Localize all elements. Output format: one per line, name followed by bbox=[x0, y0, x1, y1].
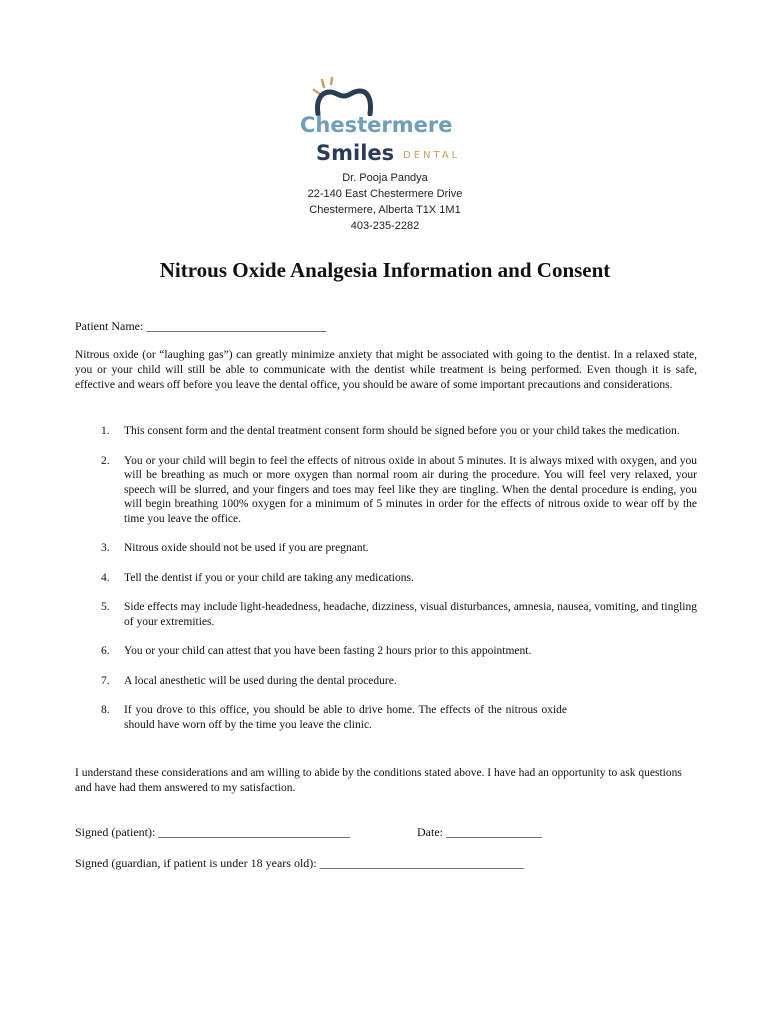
list-item: 6. You or your child can attest that you have been fasting 2 hours prior to this appointment. bbox=[101, 645, 532, 657]
guardian-signature-field[interactable]: Signed (guardian, if patient is under 18 years old): __________________________________ bbox=[75, 856, 524, 870]
list-item: 7. A local anesthetic will be used during the dental procedure. bbox=[101, 674, 397, 687]
doctor-name: Dr. Pooja Pandya bbox=[342, 172, 428, 184]
patient-signature-field[interactable]: Signed (patient): ________________________________ bbox=[75, 825, 351, 839]
list-item: 2. You or your child will begin to feel the effects of nitrous oxide in about 5 minutes. It is always mixed with oxygen, and you will be breathing as much or more oxygen than normal room air during the procedure. You will feel very relaxed, your speech will be slurred, and your fingers and toes may feel like they are tingling. When the dental procedure is ending, you will begin breathing 100% oxygen for a minimum of 5 minutes in order for the effects of nitrous oxide to wear off by the time you leave the office. bbox=[101, 454, 697, 525]
patient-name-field[interactable]: Patient Name: ______________________________ bbox=[75, 319, 327, 333]
logo-line-2: Smiles bbox=[316, 141, 395, 165]
list-item: 5. Side effects may include light-headedness, headache, dizziness, visual disturbances, amnesia, nausea, vomiting, and tingling of your extremities. bbox=[101, 601, 697, 628]
clinic-address bbox=[0, 170, 770, 234]
list-item: 1. This consent form and the dental treatment consent form should be signed before you or your child takes the medication. bbox=[101, 425, 680, 437]
list-item: 4. Tell the dentist if you or your child are taking any medications. bbox=[101, 571, 414, 584]
city-address: Chestermere, Alberta T1X 1M1 bbox=[309, 204, 461, 216]
date-field[interactable]: Date: ________________ bbox=[417, 825, 542, 839]
page-title: Nitrous Oxide Analgesia Information and Consent bbox=[159, 258, 611, 282]
agreement-paragraph: I understand these considerations and am willing to abide by the conditions stated above. I have had an opportunity to ask questions and have had them answered to my satisfaction. bbox=[75, 767, 682, 794]
list-item: 3. Nitrous oxide should not be used if you are pregnant. bbox=[101, 542, 369, 554]
street-address: 22-140 East Chestermere Drive bbox=[307, 188, 463, 200]
considerations-list bbox=[75, 424, 697, 747]
phone-number: 403-235-2282 bbox=[350, 220, 420, 232]
logo-line-1: Chestermere bbox=[300, 113, 453, 137]
logo-line-3: DENTAL bbox=[403, 150, 461, 161]
intro-paragraph: Nitrous oxide (or “laughing gas”) can greatly minimize anxiety that might be associated with going to the dentist. In a relaxed state, you or your child will still be able to communicate with the dentist while treatment is being performed. Even though it is safe, effective and wears off before you leave the dental office, you should be aware of some important precautions and considerations. bbox=[75, 349, 697, 391]
tooth-icon bbox=[296, 76, 476, 116]
list-item: 8. If you drove to this office, you should be able to drive home. The effects of the nitrous oxide should have worn off by the time you leave the clinic. bbox=[101, 704, 567, 731]
